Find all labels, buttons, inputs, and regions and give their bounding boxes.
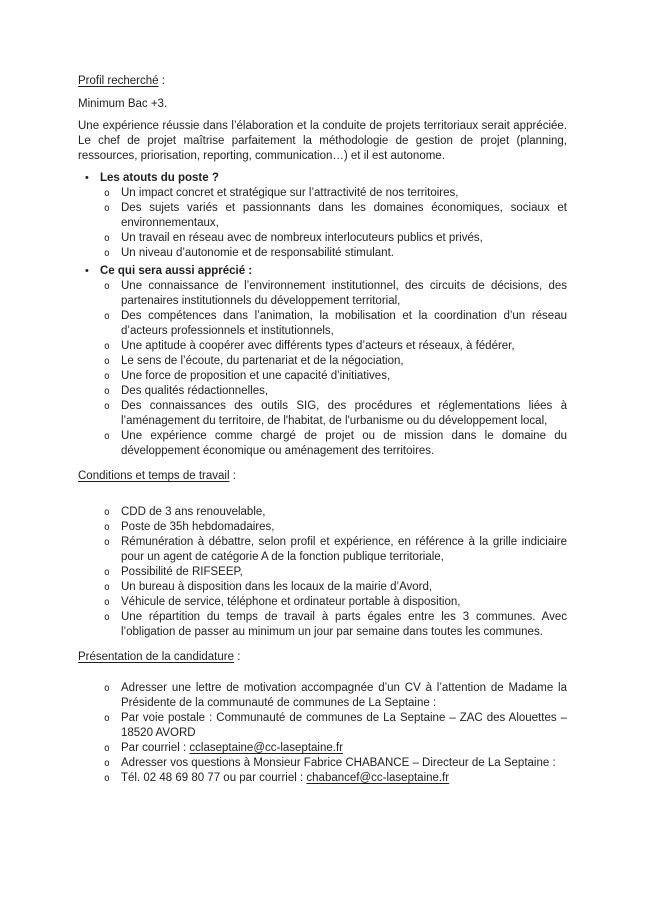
circle-bullet-icon: o — [104, 713, 110, 724]
section-heading-profil-text: Profil recherché — [78, 75, 159, 87]
circle-bullet-icon: o — [104, 537, 110, 548]
circle-bullet-icon: o — [104, 248, 110, 259]
list-item-text: Possibilité de RIFSEEP, — [121, 566, 243, 578]
section-heading-candidature-colon: : — [234, 651, 241, 663]
list-item-text: Rémunération à débattre, selon profil et expérience, en référence à la grille indiciaire pour un agent de catégorie A de la fonction publique territoriale, — [121, 536, 567, 563]
list-item — [104, 535, 567, 565]
list-item-prefix: Tél. 02 48 69 80 77 ou par courriel : — [121, 772, 307, 784]
list-item-text: Un impact concret et stratégique sur l’attractivité de nos territoires, — [121, 187, 459, 199]
paragraph-experience: Une expérience réussie dans l’élaboration et la conduite de projets territoriaux serait appréciée. Le chef de projet maîtrise parfaitement la méthodologie de gestion de projet (planning, ressources, priorisation, reporting, communication…) et il est autonome. — [78, 120, 567, 162]
list-item — [104, 279, 567, 309]
disc-bullet-icon: • — [85, 172, 89, 184]
list-item-level1 — [85, 264, 567, 279]
circle-bullet-icon: o — [104, 612, 110, 623]
sublist-apprecie — [78, 279, 567, 459]
list-item — [104, 741, 567, 756]
list-item — [104, 384, 567, 399]
list-item — [104, 369, 567, 384]
sublist-atouts — [78, 186, 567, 261]
circle-bullet-icon: o — [104, 522, 110, 533]
list-item-text: Poste de 35h hebdomadaires, — [121, 521, 275, 533]
list-item — [104, 580, 567, 595]
email-link-cclaseptaine[interactable]: cclaseptaine@cc-laseptaine.fr — [189, 742, 343, 754]
list-item-text: Adresser vos questions à Monsieur Fabrice CHABANCE – Directeur de La Septaine : — [121, 757, 556, 769]
circle-bullet-icon: o — [104, 582, 110, 593]
circle-bullet-icon: o — [104, 203, 110, 214]
list-item-text: Des connaissances des outils SIG, des procédures et réglementations liées à l’aménagement du territoire, de l'habitat, de l'urbanisme ou du développement local, — [121, 400, 567, 427]
list-item — [104, 201, 567, 231]
list-item-text: Adresser une lettre de motivation accompagnée d’un CV à l’attention de Madame la Présidente de la communauté de communes de La Septaine : — [121, 682, 567, 709]
profil-bullet-list — [78, 171, 567, 459]
circle-bullet-icon: o — [104, 371, 110, 382]
circle-bullet-icon: o — [104, 233, 110, 244]
list-item — [104, 565, 567, 580]
list-item-text: Véhicule de service, téléphone et ordinateur portable à disposition, — [121, 596, 461, 608]
circle-bullet-icon: o — [104, 743, 110, 754]
list-item — [104, 399, 567, 429]
list-item — [104, 339, 567, 354]
disc-bullet-icon: • — [85, 265, 89, 277]
section-heading-conditions-text: Conditions et temps de travail — [78, 470, 230, 482]
bullet-group-apprecie — [78, 264, 567, 459]
list-item-text: Une force de proposition et une capacité d’initiatives, — [121, 370, 391, 382]
section-heading-profil — [78, 74, 567, 89]
list-item — [104, 756, 567, 771]
conditions-bullet-list — [78, 505, 567, 640]
list-item — [104, 354, 567, 369]
list-item-text: Un bureau à disposition dans les locaux de la mairie d’Avord, — [121, 581, 433, 593]
list-item-text: Des sujets variés et passionnants dans les domaines économiques, sociaux et environnementaux, — [121, 202, 567, 229]
circle-bullet-icon: o — [104, 386, 110, 397]
circle-bullet-icon: o — [104, 401, 110, 412]
list-item-text: Une expérience comme chargé de projet ou de mission dans le domaine du développement économique ou aménagement des territoires. — [121, 430, 567, 457]
circle-bullet-icon: o — [104, 356, 110, 367]
circle-bullet-icon: o — [104, 773, 110, 784]
list-item-text — [121, 771, 567, 786]
list-item — [104, 681, 567, 711]
list-item-text: Par voie postale : Communauté de communes de La Septaine – ZAC des Alouettes – 18520 AVORD — [121, 712, 567, 739]
list-item — [104, 711, 567, 741]
list-item — [104, 595, 567, 610]
circle-bullet-icon: o — [104, 567, 110, 578]
list-item-text — [121, 741, 567, 756]
circle-bullet-icon: o — [104, 507, 110, 518]
circle-bullet-icon: o — [104, 281, 110, 292]
group-title-apprecie: Ce qui sera aussi apprécié : — [100, 265, 253, 277]
circle-bullet-icon: o — [104, 683, 110, 694]
list-item — [104, 429, 567, 459]
circle-bullet-icon: o — [104, 758, 110, 769]
list-item — [104, 231, 567, 246]
list-item-text: Un travail en réseau avec de nombreux interlocuteurs publics et privés, — [121, 232, 483, 244]
list-item — [104, 505, 567, 520]
email-link-chabancef[interactable]: chabancef@cc-laseptaine.fr — [306, 772, 450, 784]
bullet-group-atouts — [78, 171, 567, 261]
section-heading-conditions — [78, 469, 567, 484]
list-item-text: Le sens de l’écoute, du partenariat et de la négociation, — [121, 355, 404, 367]
list-item — [104, 610, 567, 640]
list-item-level1 — [85, 171, 567, 186]
list-item — [104, 186, 567, 201]
group-title-atouts: Les atouts du poste ? — [100, 172, 219, 184]
candidature-bullet-list — [78, 681, 567, 786]
list-item-text: Une répartition du temps de travail à parts égales entre les 3 communes. Avec l’obligation de passer au minimum un jour par semaine dans toutes les communes. — [121, 611, 567, 638]
circle-bullet-icon: o — [104, 597, 110, 608]
circle-bullet-icon: o — [104, 431, 110, 442]
list-item-text: Des qualités rédactionnelles, — [121, 385, 269, 397]
list-item-prefix: Par courriel : — [121, 742, 190, 754]
paragraph-minimum-bac: Minimum Bac +3. — [78, 98, 168, 110]
list-item-text: CDD de 3 ans renouvelable, — [121, 506, 266, 518]
list-item-text: Un niveau d’autonomie et de responsabilité stimulant. — [121, 247, 394, 259]
circle-bullet-icon: o — [104, 311, 110, 322]
circle-bullet-icon: o — [104, 188, 110, 199]
list-item — [104, 246, 567, 261]
circle-bullet-icon: o — [104, 341, 110, 352]
list-item-text: Une connaissance de l’environnement institutionnel, des circuits de décisions, des partenaires institutionnels du développement territorial, — [121, 280, 567, 307]
list-item-text: Une aptitude à coopérer avec différents types d’acteurs et réseaux, à fédérer, — [121, 340, 515, 352]
section-heading-conditions-colon: : — [229, 470, 236, 482]
list-item — [104, 520, 567, 535]
section-heading-candidature-text: Présentation de la candidature — [78, 651, 234, 663]
section-heading-profil-colon: : — [158, 75, 165, 87]
list-item — [104, 309, 567, 339]
list-item-text: Des compétences dans l’animation, la mobilisation et la coordination d’un réseau d’acteurs professionnels et institutionnels, — [121, 310, 567, 337]
section-heading-candidature — [78, 650, 567, 665]
list-item — [104, 771, 567, 786]
